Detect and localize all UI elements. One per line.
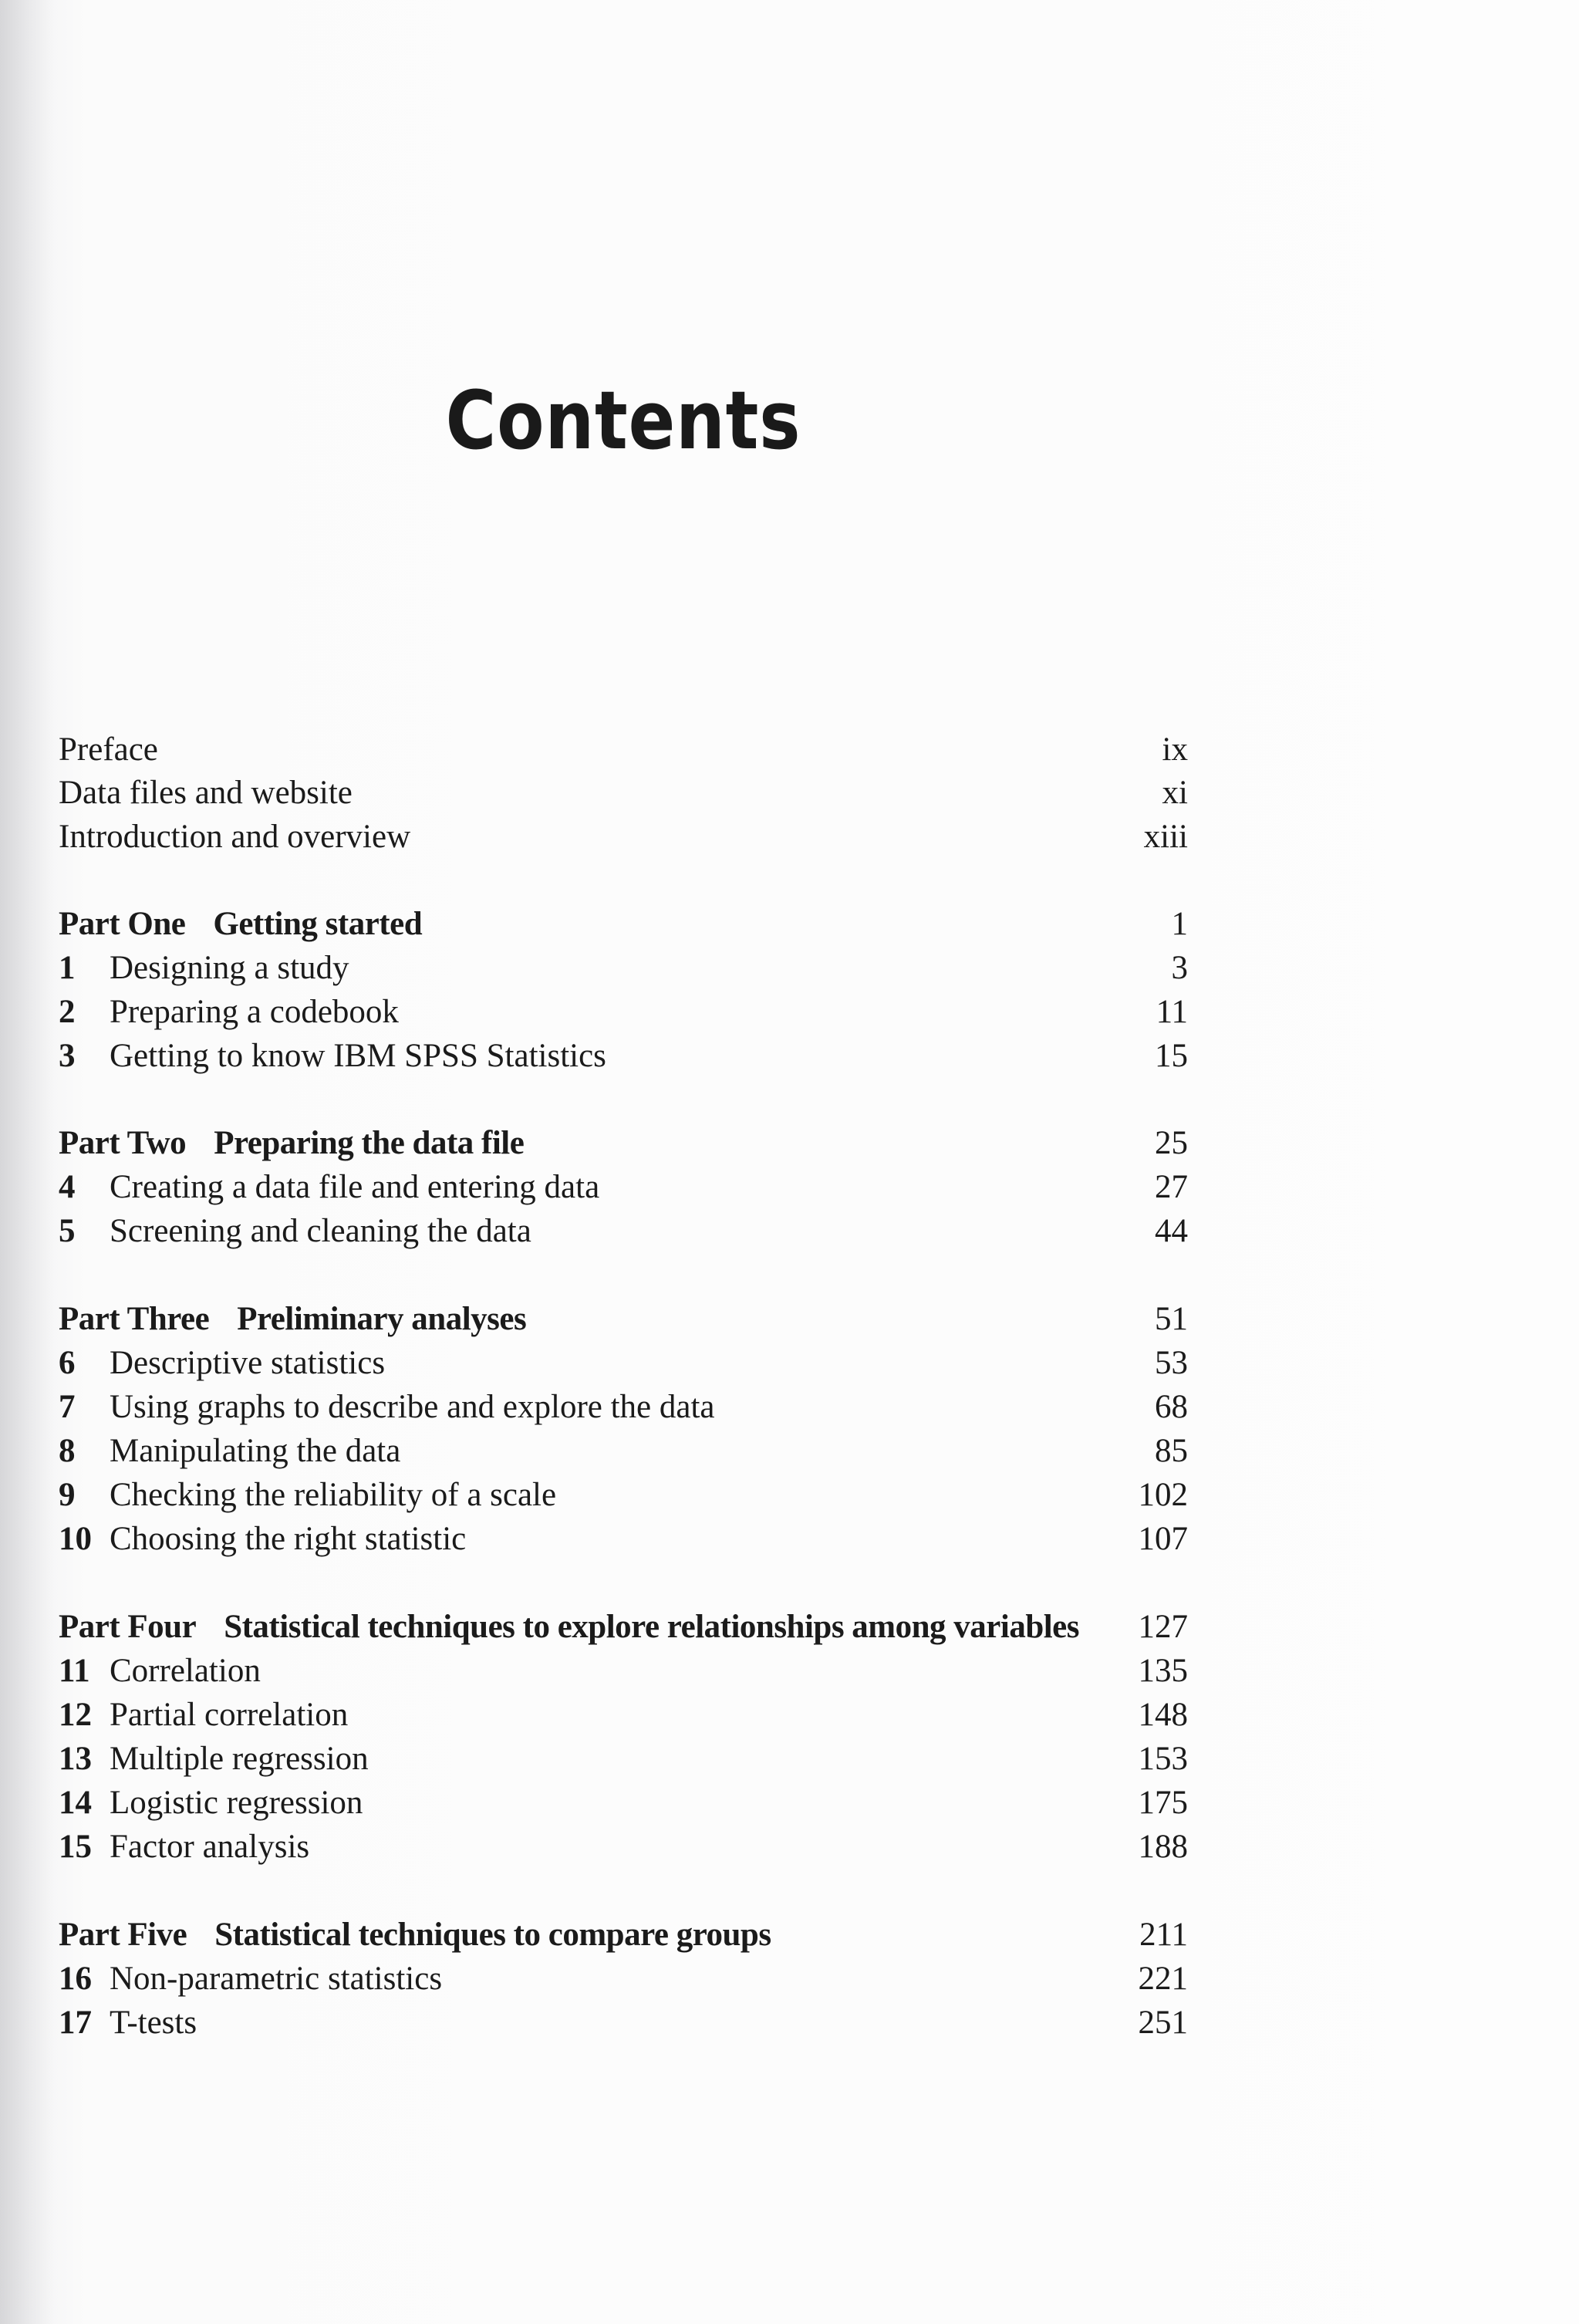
- chapter-title: Logistic regression: [110, 1785, 363, 1821]
- chapter-title: Getting to know IBM SPSS Statistics: [110, 1038, 606, 1074]
- chapter-title: Screening and cleaning the data: [110, 1213, 531, 1249]
- toc-chapter: [59, 1826, 1188, 1869]
- toc-part-five: [59, 1914, 1188, 1957]
- part-page: 127: [1138, 1609, 1188, 1645]
- part-title: Statistical techniques to compare groups: [214, 1917, 771, 1953]
- chapter-number: 8: [59, 1433, 76, 1469]
- chapter-heading: [59, 1782, 363, 1825]
- part-heading: [59, 1122, 524, 1165]
- toc-chapter: [59, 1342, 1188, 1385]
- chapter-title: Using graphs to describe and explore the data: [110, 1389, 715, 1425]
- chapter-page: 188: [1138, 1829, 1188, 1865]
- chapter-page: 27: [1155, 1169, 1188, 1205]
- chapter-heading: [59, 1518, 466, 1561]
- chapter-page: 135: [1138, 1653, 1188, 1689]
- chapter-page: 11: [1156, 994, 1188, 1030]
- toc-entry-page: ix: [1162, 731, 1188, 768]
- part-page: 1: [1171, 906, 1188, 942]
- chapter-heading: [59, 1430, 400, 1473]
- chapter-heading: [59, 991, 399, 1034]
- part-label: Part Five: [59, 1917, 187, 1953]
- chapter-title: Correlation: [110, 1653, 261, 1689]
- chapter-number: 4: [59, 1169, 76, 1205]
- chapter-number: 15: [59, 1829, 92, 1865]
- toc-entry-title: Preface: [59, 731, 158, 768]
- chapter-heading: [59, 1650, 261, 1693]
- part-heading: [59, 1298, 526, 1341]
- part-label: Part Four: [59, 1609, 197, 1645]
- chapter-number: 3: [59, 1038, 76, 1074]
- toc-chapter: [59, 1518, 1188, 1561]
- chapter-number: 1: [59, 950, 76, 986]
- chapter-page: 85: [1155, 1433, 1188, 1469]
- chapter-title: Manipulating the data: [110, 1433, 401, 1469]
- part-page: 25: [1155, 1125, 1188, 1161]
- toc-chapter: [59, 1430, 1188, 1473]
- toc-chapter: [59, 1166, 1188, 1209]
- chapter-heading: [59, 1342, 385, 1385]
- chapter-page: 102: [1138, 1477, 1188, 1513]
- chapter-page: 68: [1155, 1389, 1188, 1425]
- chapter-number: 13: [59, 1741, 92, 1777]
- chapter-title: Choosing the right statistic: [110, 1521, 467, 1557]
- chapter-page: 15: [1155, 1038, 1188, 1074]
- toc-chapter: [59, 1650, 1188, 1693]
- chapter-page: 153: [1138, 1741, 1188, 1777]
- toc-entry-title: Data files and website: [59, 775, 353, 811]
- chapter-title: Preparing a codebook: [110, 994, 399, 1030]
- part-page: 51: [1155, 1301, 1188, 1337]
- part-heading: [59, 1914, 771, 1957]
- toc-chapter: [59, 1957, 1188, 2001]
- chapter-title: T-tests: [110, 2005, 197, 2041]
- chapter-page: 44: [1155, 1213, 1188, 1249]
- chapter-number: 2: [59, 994, 76, 1030]
- chapter-title: Descriptive statistics: [110, 1345, 386, 1381]
- toc-chapter: [59, 1210, 1188, 1253]
- toc-chapter: [59, 1694, 1188, 1737]
- chapter-page: 251: [1138, 2005, 1188, 2041]
- chapter-title: Non-parametric statistics: [110, 1961, 443, 1997]
- chapter-title: Creating a data file and entering data: [110, 1169, 600, 1205]
- part-page: 211: [1139, 1917, 1188, 1953]
- chapter-heading: [59, 1826, 309, 1869]
- toc-entry-page: xi: [1162, 775, 1188, 811]
- chapter-heading: [59, 2001, 197, 2045]
- toc-part-four: [59, 1606, 1188, 1649]
- toc-chapter: [59, 1782, 1188, 1825]
- page-title: Contents: [445, 373, 801, 468]
- chapter-heading: [59, 947, 349, 990]
- part-heading: [59, 903, 422, 946]
- toc-entry-title: Introduction and overview: [59, 819, 411, 855]
- toc-chapter: [59, 1738, 1188, 1781]
- toc-entry-data-files: [59, 772, 1188, 815]
- chapter-heading: [59, 1386, 715, 1429]
- chapter-title: Factor analysis: [110, 1829, 310, 1865]
- chapter-page: 175: [1138, 1785, 1188, 1821]
- toc-part-three: [59, 1298, 1188, 1341]
- toc-chapter: [59, 991, 1188, 1034]
- toc-entry-introduction: [59, 816, 1188, 859]
- toc-part-one: [59, 903, 1188, 946]
- chapter-heading: [59, 1166, 599, 1209]
- chapter-number: 12: [59, 1697, 92, 1733]
- chapter-number: 7: [59, 1389, 76, 1425]
- chapter-number: 6: [59, 1345, 76, 1381]
- chapter-title: Checking the reliability of a scale: [110, 1477, 557, 1513]
- part-heading: [59, 1606, 1079, 1649]
- toc-chapter: [59, 2001, 1188, 2045]
- toc-entry-page: xiii: [1143, 819, 1188, 855]
- chapter-number: 14: [59, 1785, 92, 1821]
- chapter-number: 5: [59, 1213, 76, 1249]
- chapter-title: Partial correlation: [110, 1697, 349, 1733]
- toc-chapter: [59, 1035, 1188, 1078]
- toc-entry-preface: [59, 728, 1188, 772]
- toc-chapter: [59, 1474, 1188, 1517]
- chapter-heading: [59, 1210, 531, 1253]
- chapter-number: 9: [59, 1477, 76, 1513]
- chapter-number: 10: [59, 1521, 92, 1557]
- part-title: Getting started: [213, 906, 423, 942]
- toc-part-two: [59, 1122, 1188, 1165]
- part-label: Part Two: [59, 1125, 187, 1161]
- chapter-heading: [59, 1035, 606, 1078]
- part-label: Part Three: [59, 1301, 210, 1337]
- chapter-heading: [59, 1738, 369, 1781]
- chapter-heading: [59, 1694, 348, 1737]
- part-title: Statistical techniques to explore relationships among variables: [224, 1609, 1080, 1645]
- part-title: Preparing the data file: [214, 1125, 525, 1161]
- chapter-heading: [59, 1957, 442, 2001]
- chapter-title: Designing a study: [110, 950, 349, 986]
- toc-chapter: [59, 1386, 1188, 1429]
- chapter-heading: [59, 1474, 556, 1517]
- toc-chapter: [59, 947, 1188, 990]
- chapter-page: 148: [1138, 1697, 1188, 1733]
- chapter-page: 107: [1138, 1521, 1188, 1557]
- part-title: Preliminary analyses: [237, 1301, 527, 1337]
- chapter-number: 17: [59, 2005, 92, 2041]
- chapter-page: 221: [1138, 1961, 1188, 1997]
- chapter-page: 53: [1155, 1345, 1188, 1381]
- chapter-page: 3: [1171, 950, 1188, 986]
- chapter-title: Multiple regression: [110, 1741, 369, 1777]
- chapter-number: 16: [59, 1961, 92, 1997]
- part-label: Part One: [59, 906, 186, 942]
- chapter-number: 11: [59, 1653, 90, 1689]
